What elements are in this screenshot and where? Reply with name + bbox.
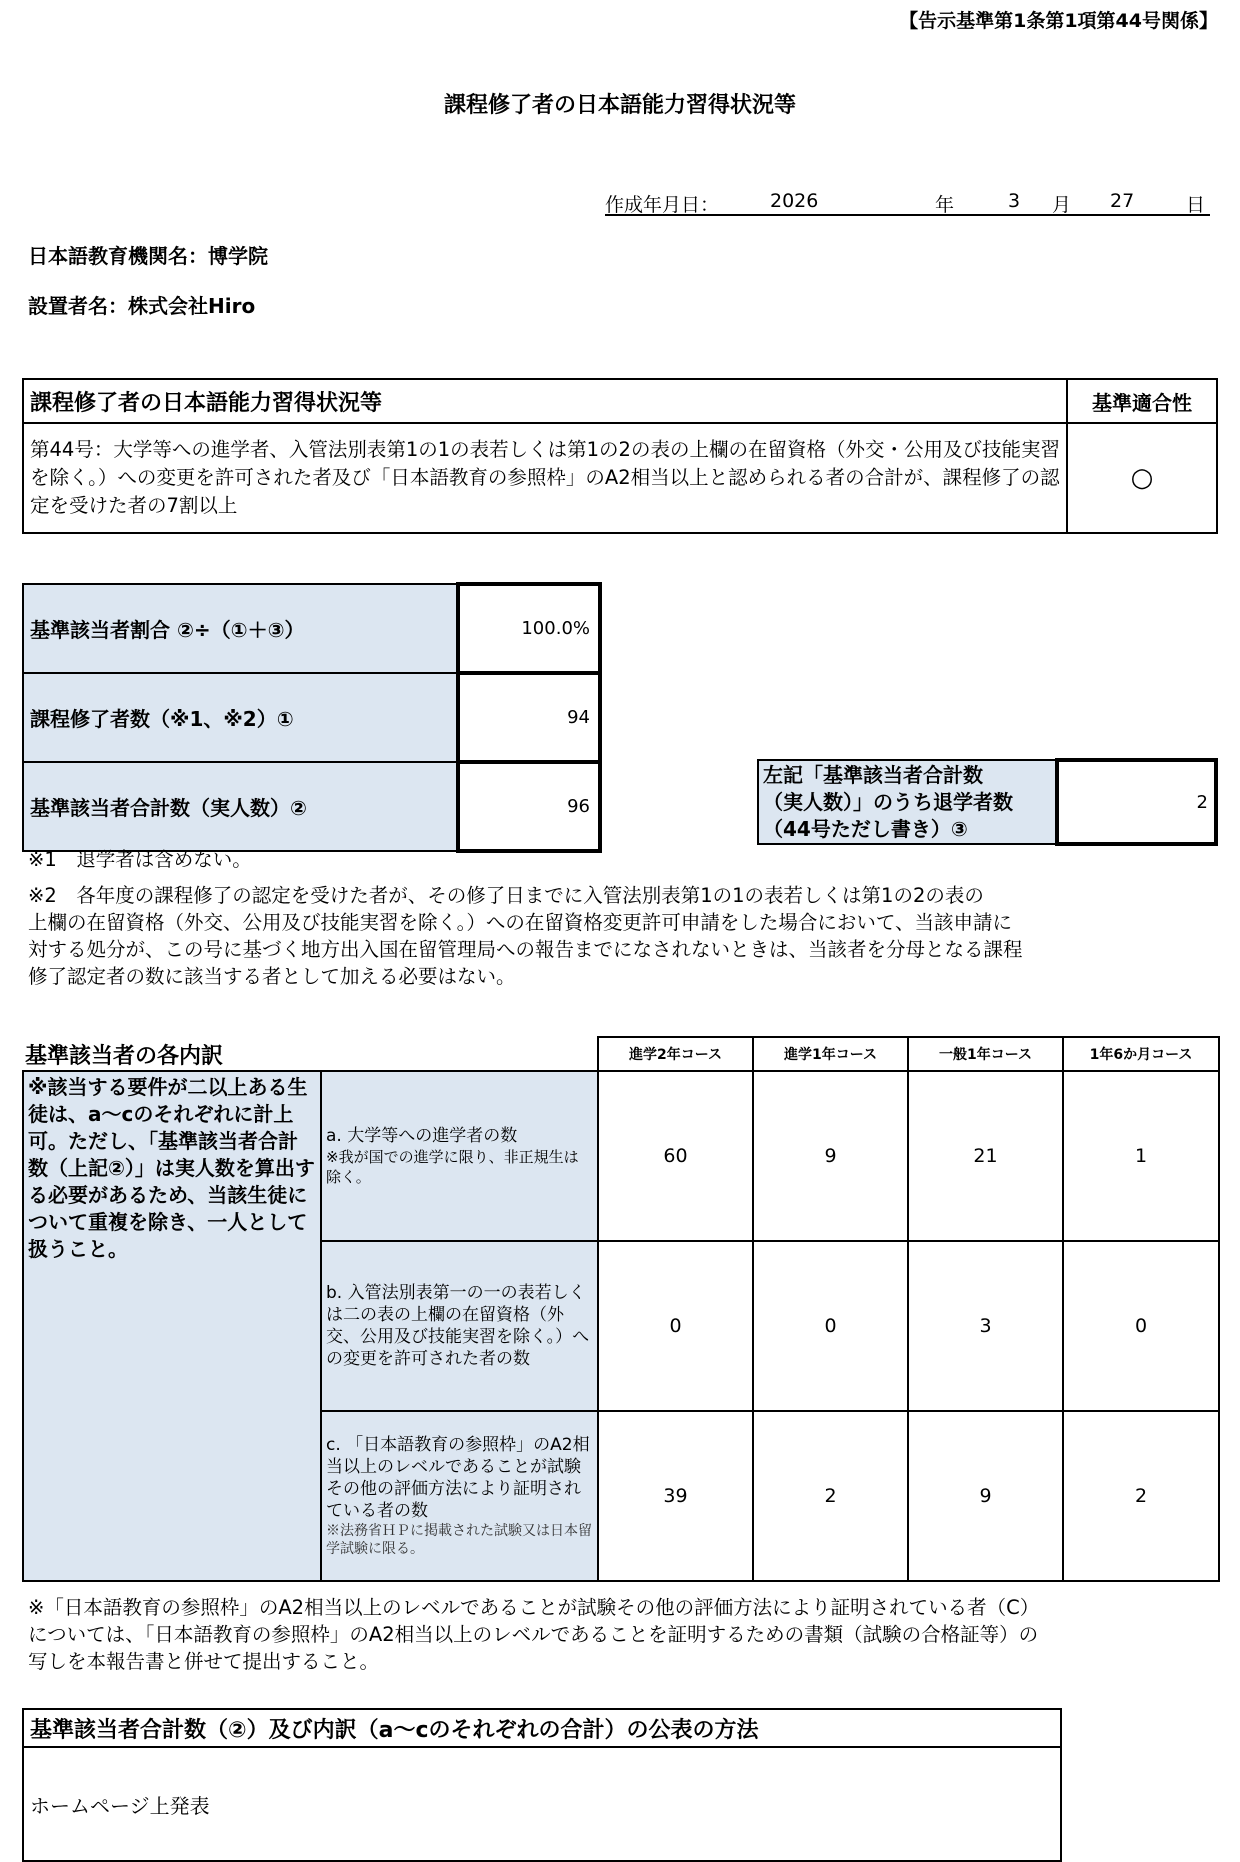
row-c-subnote: ※法務省ＨＰに掲載された試験又は日本留学試験に限る。 [326, 1523, 592, 1557]
note-c-line: 写しを本報告書と併せて提出すること。 [28, 1650, 380, 1673]
row-c-value: 9 [908, 1411, 1063, 1581]
withdrawn-label [758, 760, 1057, 844]
note-1: ※1 退学者は含めない。 [28, 848, 252, 871]
row-a-value: 9 [753, 1071, 908, 1241]
publication-method: ホームページ上発表 [23, 1747, 1061, 1861]
row-b-value: 3 [908, 1241, 1063, 1411]
note-2-line: 上欄の在留資格（外交、公用及び技能実習を除く。）への在留資格変更許可申請をした場合において、当該申請に [28, 911, 1012, 934]
withdrawn-table [757, 758, 1218, 846]
criteria-table [22, 378, 1218, 534]
completers-label: 課程修了者数（※1、※2）① [23, 673, 458, 762]
compliance-header: 基準適合性 [1067, 379, 1217, 423]
date-year-unit: 年 [935, 194, 955, 216]
table-row [23, 584, 600, 673]
date-year: 2026 [770, 190, 819, 212]
regulation-reference: 【告示基準第1条第1項第44号関係】 [899, 10, 1218, 32]
note-2-line: 対する処分が、この号に基づく地方出入国在留管理局への報告までになされないときは、当該者を分母となる課程 [28, 938, 1023, 961]
institution-name: 日本語教育機関名：博学院 [28, 244, 268, 268]
note-c-line: については、「日本語教育の参照枠」のA2相当以上のレベルであることを証明するための書類（試験の合格証等）の [28, 1623, 1039, 1646]
table-row [23, 1071, 1219, 1241]
row-c-value: 2 [1063, 1411, 1219, 1581]
note-2-line: 修了認定者の数に該当する者として加える必要はない。 [28, 965, 516, 988]
ratio-table [22, 582, 602, 853]
breakdown-title: 基準該当者の各内訳 [23, 1037, 598, 1071]
row-a-value: 1 [1063, 1071, 1219, 1241]
column-header: 進学1年コース [753, 1037, 908, 1071]
row-b-value: 0 [598, 1241, 753, 1411]
duplicate-count-note: ※該当する要件が二以上ある生徒は、a～cのそれぞれに計上可。ただし、「基準該当者合計数（上記②）」は実人数を算出する必要があるため、当該生徒について重複を除き、一人として扱うこと。 [23, 1071, 321, 1581]
column-header: 一般1年コース [908, 1037, 1063, 1071]
row-c-title: c. 「日本語教育の参照枠」のA2相当以上のレベルであることが試験その他の評価方法により証明されている者の数 [326, 1435, 590, 1521]
qualified-total-label: 基準該当者合計数（実人数）② [23, 762, 458, 851]
row-a-title: a. 大学等への進学者の数 [326, 1126, 518, 1146]
row-a-value: 60 [598, 1071, 753, 1241]
row-a-label [321, 1071, 598, 1241]
note-c-line: ※「日本語教育の参照枠」のA2相当以上のレベルであることが試験その他の評価方法により証明されている者（C） [28, 1596, 1040, 1619]
date-month: 3 [1008, 190, 1021, 212]
page-title: 課程修了者の日本語能力習得状況等 [443, 93, 796, 118]
row-c-value: 39 [598, 1411, 753, 1581]
table-row [23, 673, 600, 762]
row-c-label [321, 1411, 598, 1581]
withdrawn-label-line: （44号ただし書き）③ [763, 816, 968, 841]
column-header: 進学2年コース [598, 1037, 753, 1071]
date-label: 作成年月日： [605, 194, 720, 216]
date-day-unit: 日 [1186, 194, 1206, 216]
publication-table [22, 1708, 1062, 1862]
date-underline [605, 214, 1210, 216]
row-a-value: 21 [908, 1071, 1063, 1241]
qualified-total-value: 96 [458, 762, 600, 851]
ratio-value: 100.0% [458, 584, 600, 673]
criteria-body: 第44号：大学等への進学者、入管法別表第1の1の表若しくは第1の2の表の上欄の在留資格（外交・公用及び技能実習を除く。）への変更を許可された者及び「日本語教育の参照枠」のA2相当以上と認められる者の合計が、課程修了の認定を受けた者の7割以上 [23, 423, 1067, 533]
row-b-value: 0 [1063, 1241, 1219, 1411]
table-row [23, 762, 600, 851]
note-c [28, 1594, 1039, 1675]
row-c-value: 2 [753, 1411, 908, 1581]
note-2-line: ※2 各年度の課程修了の認定を受けた者が、その修了日までに入管法別表第1の1の表若しくは第1の2の表の [28, 884, 984, 907]
note-2 [28, 882, 1023, 990]
row-a-subnote: ※我が国での進学に限り、非正規生は除く。 [326, 1148, 579, 1186]
withdrawn-label-line: 左記「基準該当者合計数 [763, 762, 983, 787]
column-header: 1年6か月コース [1063, 1037, 1219, 1071]
row-b-label: b. 入管法別表第一の一の表若しくは二の表の上欄の在留資格（外交、公用及び技能実習を除く。）への変更を許可された者の数 [321, 1241, 598, 1411]
founder-name: 設置者名：株式会社Hiro [28, 294, 256, 318]
ratio-label: 基準該当者割合 ②÷（①＋③） [23, 584, 458, 673]
publication-header: 基準該当者合計数（②）及び内訳（a～cのそれぞれの合計）の公表の方法 [23, 1709, 1061, 1747]
date-month-unit: 月 [1052, 194, 1072, 216]
withdrawn-value: 2 [1057, 760, 1216, 844]
row-b-value: 0 [753, 1241, 908, 1411]
completers-value: 94 [458, 673, 600, 762]
compliance-mark: ○ [1067, 423, 1217, 533]
criteria-header: 課程修了者の日本語能力習得状況等 [23, 379, 1067, 423]
breakdown-table [22, 1036, 1220, 1582]
withdrawn-label-line: （実人数）」のうち退学者数 [763, 789, 1013, 814]
date-day: 27 [1110, 190, 1135, 212]
